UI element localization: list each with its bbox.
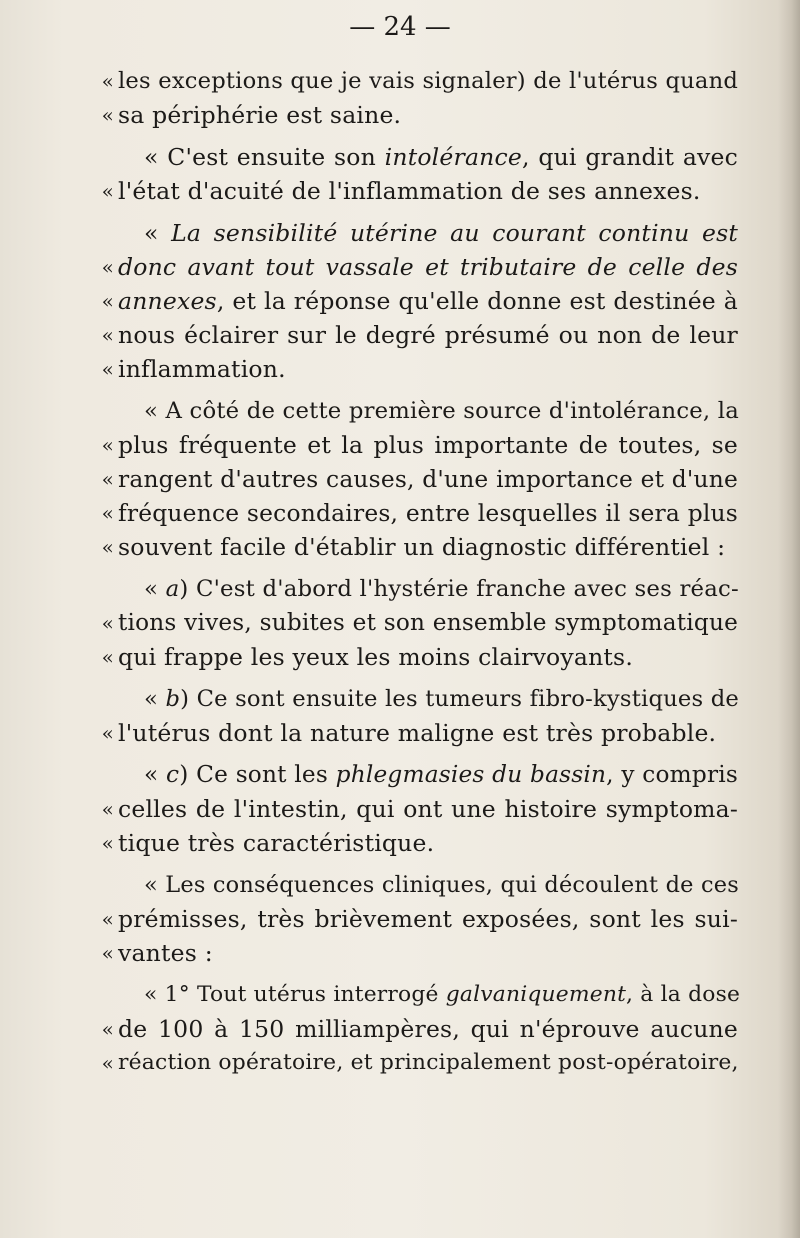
text-run: « [144,576,166,602]
guillemet-mark: « [101,797,114,821]
text-run: rangent d'autres causes, d'une importance et d'une [118,465,738,493]
guillemet-mark: « [101,179,114,203]
text-run: l'état d'acuité de l'inflammation de ses annexes. [118,177,701,205]
text-run: « [144,219,172,247]
text-run: celles de l'intestin, qui ont une histoire symptoma- [118,795,738,823]
text-run: réaction opératoire, et principalement post-opératoire, [118,1050,739,1075]
text-run: inflammation. [118,355,286,383]
body-text [101,64,741,1080]
line-content [118,978,741,1012]
text-line [101,428,738,462]
text-line [101,716,738,750]
text-line [101,174,738,208]
text-line [101,284,738,318]
text-run: les exceptions que je vais signaler) de l'utérus quand [118,68,738,94]
text-run: qui frappe les yeux les moins clairvoyants. [118,643,633,671]
text-run: « A côté de cette première source d'intolérance, la [144,398,739,424]
line-content [118,606,738,640]
text-run: , à la dose [626,982,741,1007]
text-line [118,572,738,606]
text-run: fréquence secondaires, entre lesquelles il sera plus [118,499,738,527]
italic-text: phlegmasies du bassin [335,761,607,788]
line-content [118,174,701,208]
line-content [118,572,738,606]
text-run: ) Ce sont les [179,761,336,788]
text-run: « C'est ensuite son [144,143,385,171]
text-run: de 100 à 150 milliampères, qui n'éprouve aucune [118,1015,738,1043]
text-line [101,1046,739,1080]
line-content [118,140,738,174]
text-run: vantes : [118,939,213,967]
text-line [118,394,738,428]
line-content [118,792,738,826]
italic-text: c [166,761,180,788]
line-content [118,250,738,284]
guillemet-mark: « [101,941,114,965]
text-line [118,868,738,902]
guillemet-mark: « [101,255,114,279]
line-content [118,394,738,428]
text-line [118,140,738,174]
guillemet-mark: « [101,501,114,525]
italic-text: a [165,576,180,602]
text-line [101,606,738,640]
text-run: , y compris [606,761,738,788]
guillemet-mark: « [101,1051,114,1075]
page-edge-shadow [778,0,800,1238]
text-run: « [144,761,167,788]
text-line [118,978,741,1012]
text-run: plus fréquente et la plus importante de toutes, se [118,431,738,459]
line-content [118,758,738,792]
guillemet-mark: « [101,323,114,347]
guillemet-mark: « [101,535,114,559]
text-run: , et la réponse qu'elle donne est destinée à [216,287,738,315]
line-content [118,216,738,250]
text-run: souvent facile d'établir un diagnostic différentiel : [118,533,726,561]
italic-text: donc avant tout vassale et tributaire de celle des [118,253,738,281]
text-line [101,250,738,284]
text-run: ) Ce sont ensuite les tumeurs fibro-kystiques de [180,686,740,712]
line-content [118,530,725,564]
text-run: prémisses, très brièvement exposées, sont les sui- [118,905,738,933]
line-content [118,936,213,970]
text-line [101,352,738,386]
text-line [101,792,738,826]
line-content [118,428,738,462]
guillemet-mark: « [101,289,114,313]
text-line [118,216,738,250]
guillemet-mark: « [101,357,114,381]
text-line [101,496,738,530]
guillemet-mark: « [101,645,114,669]
text-run: l'utérus dont la nature maligne est très probable. [118,719,717,747]
line-content [118,318,738,352]
text-line [101,462,738,496]
italic-text: La sensibilité utérine au courant continu est [171,219,738,247]
text-run: « 1° Tout utérus interrogé [144,982,446,1007]
guillemet-mark: « [101,69,114,93]
text-run: « Les conséquences cliniques, qui découlent de ces [144,872,739,898]
guillemet-mark: « [101,103,114,127]
italic-text: b [165,686,181,712]
text-line [101,98,738,132]
line-content [118,716,716,750]
text-line [101,826,738,860]
line-content [118,640,633,674]
guillemet-mark: « [101,907,114,931]
text-run: tions vives, subites et son ensemble symptomatique [118,609,738,636]
text-line [101,64,738,98]
italic-text: galvaniquement [445,982,627,1007]
text-line [118,758,738,792]
line-content [118,462,738,496]
guillemet-mark: « [101,721,114,745]
line-content [118,496,738,530]
line-content [118,682,738,716]
text-run: nous éclairer sur le degré présumé ou non de leur [118,321,738,349]
page-number: — 24 — [349,12,451,42]
text-line [101,936,738,970]
text-run: , qui grandit avec [521,143,738,171]
text-line [101,530,738,564]
italic-text: intolérance [384,143,522,171]
text-run: tique très caractéristique. [118,829,435,857]
guillemet-mark: « [101,611,114,635]
text-line [101,640,738,674]
line-content [118,902,738,936]
line-content [118,868,738,902]
guillemet-mark: « [101,467,114,491]
line-content [118,98,401,132]
guillemet-mark: « [101,831,114,855]
text-line [101,902,738,936]
text-run: ) C'est d'abord l'hystérie franche avec ses réac- [179,576,739,602]
text-line [118,682,738,716]
guillemet-mark: « [101,1017,114,1041]
line-content [118,826,434,860]
italic-text: annexes [118,287,217,315]
text-run: « [144,686,166,712]
text-run: sa périphérie est saine. [118,101,402,129]
text-line [101,1012,738,1046]
line-content [118,1012,738,1046]
text-line [101,318,738,352]
line-content [118,352,286,386]
line-content [118,1046,738,1080]
line-content [118,64,738,98]
line-content [118,284,738,318]
guillemet-mark: « [101,433,114,457]
